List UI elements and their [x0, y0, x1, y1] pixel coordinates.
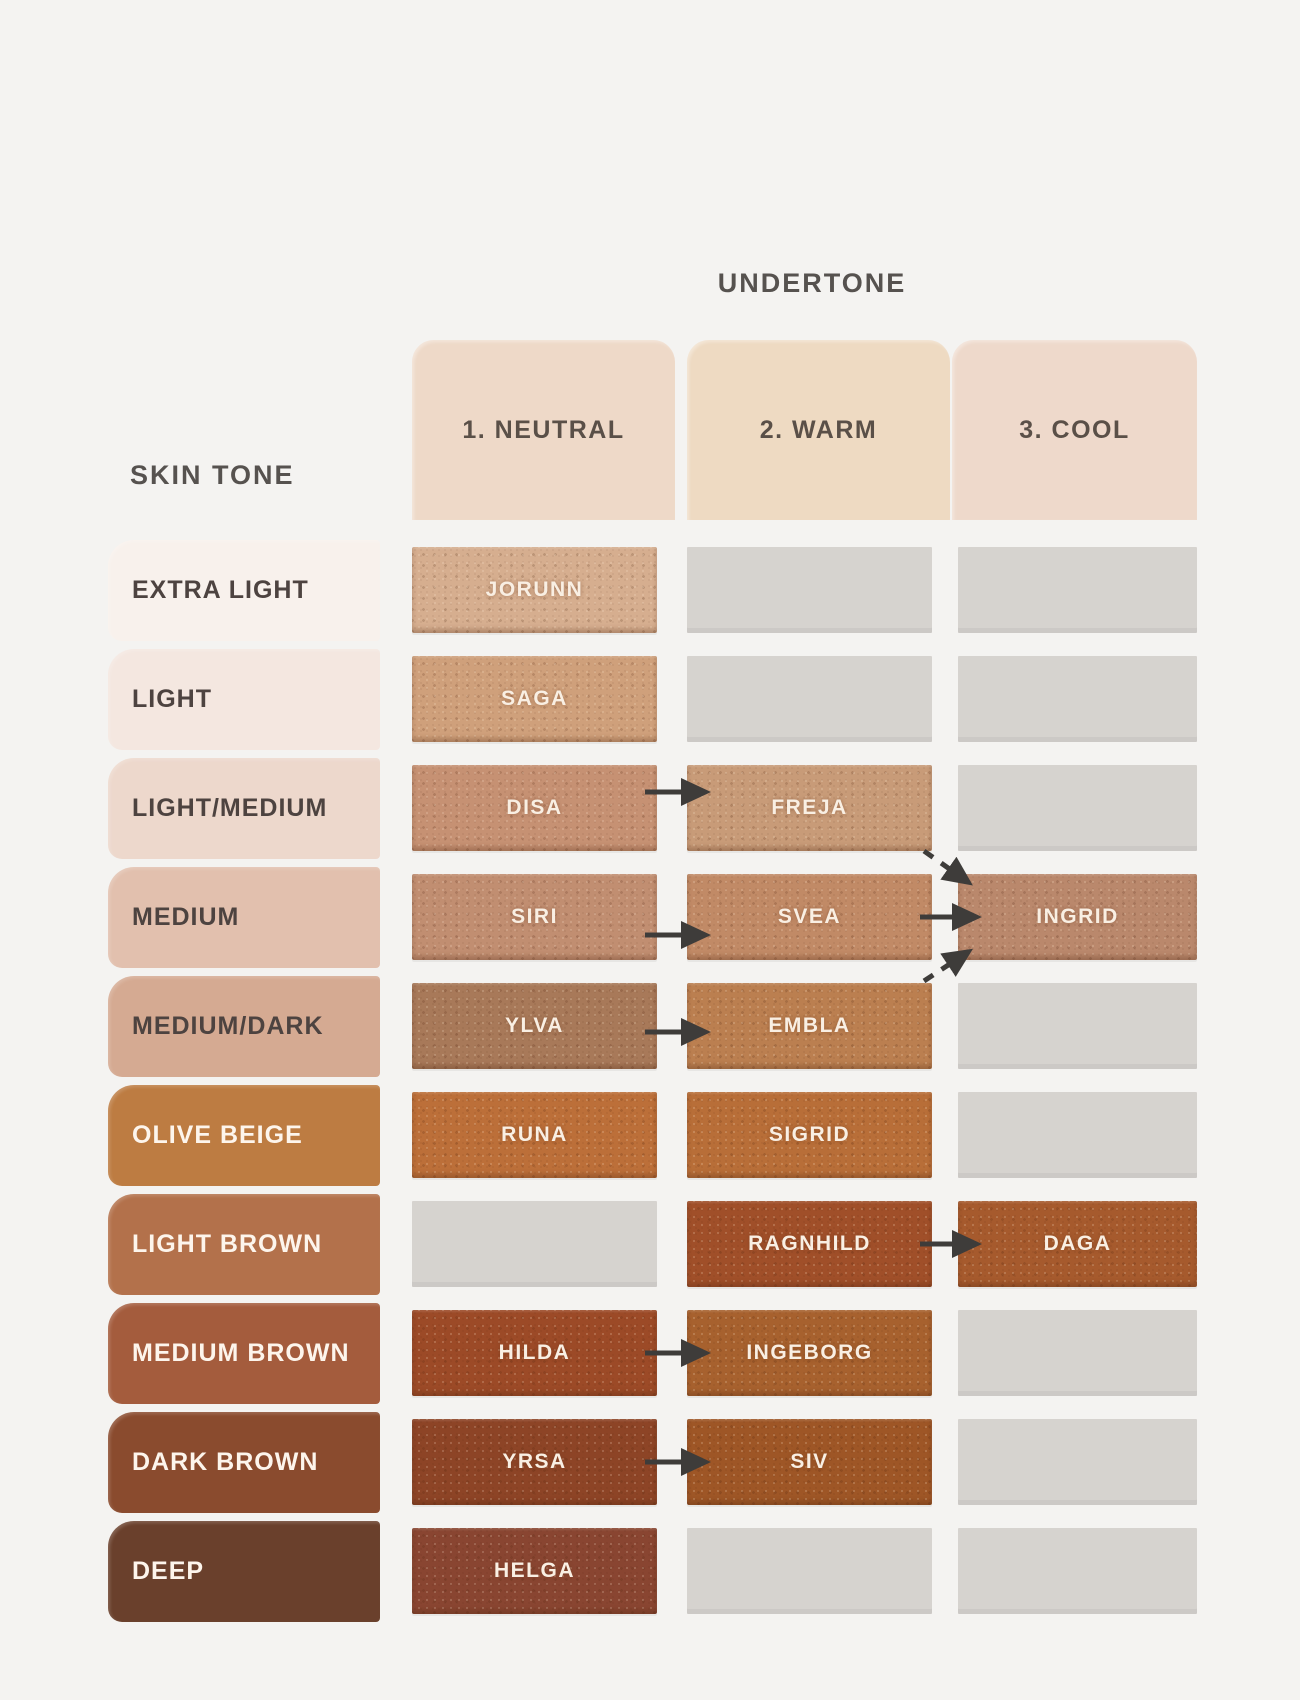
skin-tone-card: MEDIUM BROWN — [108, 1303, 380, 1404]
shade-swatch — [412, 1528, 657, 1614]
shade-swatch — [412, 765, 657, 851]
skin-tone-title: SKIN TONE — [130, 460, 295, 490]
shade-swatch — [958, 874, 1197, 960]
empty-shade-cell — [958, 1528, 1197, 1614]
skin-tone-card: OLIVE BEIGE — [108, 1085, 380, 1186]
shade-swatch-label: SIGRID — [768, 1123, 851, 1146]
skin-tone-card: LIGHT — [108, 649, 380, 750]
empty-shade-cell — [958, 765, 1197, 851]
empty-shade-cell — [958, 547, 1197, 633]
empty-shade-cell — [687, 656, 932, 742]
shade-swatch — [412, 547, 657, 633]
shade-swatch — [412, 1310, 657, 1396]
shade-swatch — [412, 1092, 657, 1178]
shade-swatch — [412, 874, 657, 960]
shade-swatch-label: RAGNHILD — [748, 1232, 871, 1255]
skin-tone-card: DEEP — [108, 1521, 380, 1622]
shade-swatch-label: HELGA — [494, 1559, 575, 1582]
shade-swatch — [687, 765, 932, 851]
shade-swatch-label: YRSA — [502, 1450, 567, 1473]
shade-swatch — [412, 983, 657, 1069]
shade-swatch-label: HILDA — [498, 1341, 571, 1364]
shade-swatch-label: YLVA — [505, 1014, 564, 1037]
shade-swatch — [687, 1201, 932, 1287]
shade-swatch-label: JORUNN — [485, 578, 584, 601]
shade-swatch-label: SIRI — [511, 905, 558, 928]
empty-shade-cell — [958, 1419, 1197, 1505]
shade-swatch — [687, 983, 932, 1069]
shade-swatch — [687, 1092, 932, 1178]
skin-tone-card: LIGHT BROWN — [108, 1194, 380, 1295]
undertone-header: 2. WARM — [687, 340, 950, 520]
shade-swatch — [958, 1201, 1197, 1287]
empty-shade-cell — [687, 1528, 932, 1614]
undertone-header: 1. NEUTRAL — [412, 340, 675, 520]
empty-shade-cell — [958, 656, 1197, 742]
shade-swatch — [687, 1310, 932, 1396]
undertone-header: 3. COOL — [952, 340, 1197, 520]
empty-shade-cell — [687, 547, 932, 633]
shade-swatch-label: INGEBORG — [746, 1341, 873, 1364]
shade-swatch-label: SAGA — [501, 687, 568, 710]
empty-shade-cell — [958, 1092, 1197, 1178]
shade-swatch-label: SVEA — [777, 905, 842, 928]
skin-tone-card: LIGHT/MEDIUM — [108, 758, 380, 859]
empty-shade-cell — [958, 1310, 1197, 1396]
shade-swatch — [412, 1419, 657, 1505]
shade-swatch-label: SIV — [790, 1450, 829, 1473]
skin-tone-card: EXTRA LIGHT — [108, 540, 380, 641]
skin-tone-card: DARK BROWN — [108, 1412, 380, 1513]
empty-shade-cell — [412, 1201, 657, 1287]
empty-shade-cell — [958, 983, 1197, 1069]
shade-swatch — [687, 874, 932, 960]
shade-swatch-label: DAGA — [1043, 1232, 1112, 1255]
shade-swatch-label: RUNA — [501, 1123, 568, 1146]
skin-tone-card: MEDIUM — [108, 867, 380, 968]
undertone-title: UNDERTONE — [717, 268, 907, 298]
shade-swatch-label: FREJA — [771, 796, 848, 819]
shade-swatch-label: EMBLA — [768, 1014, 851, 1037]
skin-tone-card: MEDIUM/DARK — [108, 976, 380, 1077]
shade-swatch — [412, 656, 657, 742]
shade-swatch — [687, 1419, 932, 1505]
shade-swatch-label: INGRID — [1036, 905, 1119, 928]
shade-swatch-label: DISA — [506, 796, 563, 819]
